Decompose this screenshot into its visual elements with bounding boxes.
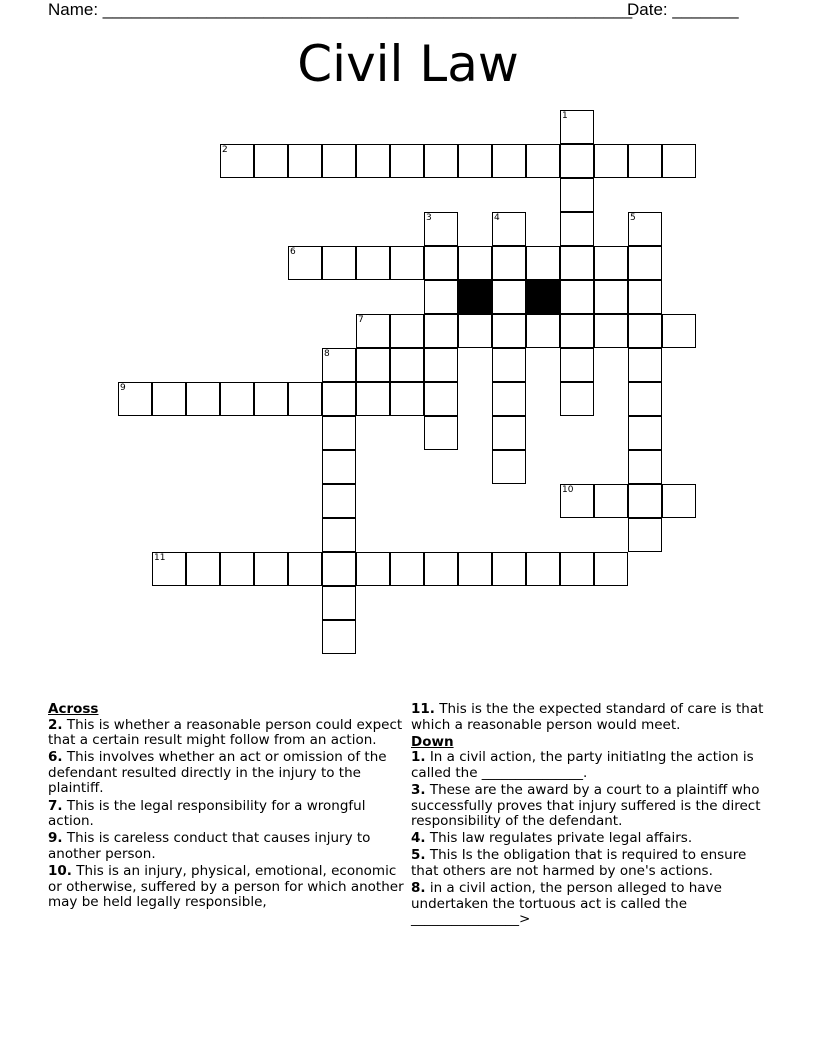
grid-cell[interactable] [390, 552, 424, 586]
grid-cell[interactable] [288, 246, 322, 280]
clue-item-text: This is careless conduct that causes injury to another person. [48, 830, 371, 862]
clue-item-number: 7. [48, 797, 63, 814]
grid-cell[interactable] [560, 212, 594, 246]
puzzle-title: Civil Law [297, 35, 519, 93]
clue-item-number: 6. [48, 749, 63, 766]
grid-cell[interactable] [322, 484, 356, 518]
grid-cell[interactable] [424, 144, 458, 178]
clue-item [48, 799, 404, 830]
grid-cell[interactable] [594, 314, 628, 348]
grid-cell[interactable] [390, 382, 424, 416]
black-cell [526, 280, 560, 314]
grid-cell[interactable] [390, 144, 424, 178]
grid-cell[interactable] [186, 552, 220, 586]
grid-cell[interactable] [526, 552, 560, 586]
grid-cell[interactable] [390, 348, 424, 382]
grid-cell[interactable] [152, 552, 186, 586]
clue-item-text: In a civil action, the party initiatlng the action is called the _______________. [411, 749, 754, 781]
grid-cell[interactable] [220, 552, 254, 586]
grid-cell[interactable] [186, 382, 220, 416]
grid-cell[interactable] [492, 450, 526, 484]
grid-cell[interactable] [492, 212, 526, 246]
name-field-label: Name: ________________________________________________________ [48, 0, 633, 19]
clue-number: 9 [120, 383, 126, 393]
grid-cell[interactable] [560, 246, 594, 280]
clue-heading-down: Down [411, 733, 454, 750]
grid-cell[interactable] [322, 246, 356, 280]
grid-cell[interactable] [220, 382, 254, 416]
clue-item [48, 718, 404, 749]
clue-item [48, 864, 404, 911]
clue-number: 2 [222, 145, 228, 155]
grid-cell[interactable] [424, 280, 458, 314]
grid-cell[interactable] [424, 348, 458, 382]
grid-cell[interactable] [492, 314, 526, 348]
grid-cell[interactable] [594, 280, 628, 314]
clue-item [411, 783, 776, 830]
clue-number: 7 [358, 315, 364, 325]
clue-number: 3 [426, 213, 432, 223]
grid-cell[interactable] [220, 144, 254, 178]
grid-cell[interactable] [628, 280, 662, 314]
grid-cell[interactable] [628, 518, 662, 552]
grid-cell[interactable] [662, 484, 696, 518]
grid-cell[interactable] [288, 552, 322, 586]
grid-cell[interactable] [560, 144, 594, 178]
clue-number: 4 [494, 213, 500, 223]
grid-cell[interactable] [628, 450, 662, 484]
grid-cell[interactable] [560, 280, 594, 314]
grid-cell[interactable] [628, 246, 662, 280]
grid-cell[interactable] [628, 314, 662, 348]
grid-cell[interactable] [628, 348, 662, 382]
clue-item-text: This involves whether an act or omission of the defendant resulted directly in the injury to the plaintiff. [48, 749, 387, 797]
grid-cell[interactable] [152, 382, 186, 416]
clue-item [411, 881, 776, 928]
grid-cell[interactable] [560, 314, 594, 348]
grid-cell[interactable] [458, 144, 492, 178]
grid-cell[interactable] [424, 212, 458, 246]
grid-cell[interactable] [356, 144, 390, 178]
grid-cell[interactable] [118, 382, 152, 416]
clue-item-text: These are the award by a court to a plaintiff who successfully proves that injury suffered is the direct responsibility of the defendant. [411, 781, 761, 830]
clue-item-number: 10. [48, 862, 72, 879]
grid-cell[interactable] [322, 518, 356, 552]
clue-item-number: 5. [411, 847, 426, 864]
clue-number: 11 [154, 553, 166, 563]
grid-cell[interactable] [594, 144, 628, 178]
grid-cell[interactable] [492, 416, 526, 450]
clue-number: 6 [290, 247, 296, 257]
grid-cell[interactable] [492, 382, 526, 416]
clue-number: 5 [630, 213, 636, 223]
grid-cell[interactable] [356, 314, 390, 348]
black-cell [458, 280, 492, 314]
grid-cell[interactable] [526, 314, 560, 348]
grid-cell[interactable] [628, 416, 662, 450]
clue-item-number: 11. [411, 701, 435, 717]
grid-cell[interactable] [628, 484, 662, 518]
grid-cell[interactable] [458, 246, 492, 280]
grid-cell[interactable] [424, 314, 458, 348]
grid-cell[interactable] [424, 382, 458, 416]
clue-item-number: 2. [48, 716, 63, 733]
grid-cell[interactable] [662, 144, 696, 178]
clue-item-text: This law regulates private legal affairs. [425, 830, 693, 847]
grid-cell[interactable] [322, 382, 356, 416]
grid-cell[interactable] [560, 484, 594, 518]
clue-item-text: This Is the obligation that is required to ensure that others are not harmed by one's actions. [411, 847, 747, 879]
grid-cell[interactable] [288, 382, 322, 416]
clue-column-left [48, 702, 404, 912]
grid-cell[interactable] [322, 416, 356, 450]
clue-item [411, 750, 776, 781]
grid-cell[interactable] [322, 348, 356, 382]
grid-cell[interactable] [492, 144, 526, 178]
grid-cell[interactable] [492, 246, 526, 280]
grid-cell[interactable] [288, 144, 322, 178]
clue-item-text: This is whether a reasonable person could expect that a certain result might follow from an action. [48, 716, 403, 749]
grid-cell[interactable] [254, 552, 288, 586]
clue-item-text: This is the the expected standard of care is that which a reasonable person would meet. [411, 701, 764, 733]
clue-column-right [411, 702, 776, 929]
clue-item-number: 3. [411, 781, 426, 798]
grid-cell[interactable] [424, 416, 458, 450]
grid-cell[interactable] [322, 620, 356, 654]
clue-item-number: 1. [411, 749, 426, 766]
grid-cell[interactable] [560, 348, 594, 382]
grid-cell[interactable] [390, 246, 424, 280]
grid-cell[interactable] [254, 144, 288, 178]
grid-cell[interactable] [594, 552, 628, 586]
grid-cell[interactable] [322, 586, 356, 620]
grid-cell[interactable] [560, 110, 594, 144]
grid-cell[interactable] [356, 382, 390, 416]
grid-cell[interactable] [390, 314, 424, 348]
grid-cell[interactable] [492, 552, 526, 586]
grid-cell[interactable] [492, 280, 526, 314]
grid-cell[interactable] [356, 348, 390, 382]
clue-item-text: This is an injury, physical, emotional, economic or otherwise, suffered by a person for which another may be held legally responsible, [48, 862, 404, 911]
grid-cell[interactable] [322, 450, 356, 484]
grid-cell[interactable] [594, 246, 628, 280]
grid-cell[interactable] [492, 348, 526, 382]
date-field-label: Date: _______ [627, 0, 739, 19]
clue-item [48, 750, 404, 797]
clue-number: 1 [562, 111, 568, 121]
grid-cell[interactable] [458, 314, 492, 348]
grid-cell[interactable] [560, 382, 594, 416]
clue-item-number: 8. [411, 880, 426, 897]
grid-cell[interactable] [356, 246, 390, 280]
grid-cell[interactable] [628, 144, 662, 178]
grid-cell[interactable] [424, 246, 458, 280]
grid-cell[interactable] [526, 246, 560, 280]
grid-cell[interactable] [628, 382, 662, 416]
clue-item-number: 9. [48, 830, 63, 847]
grid-cell[interactable] [560, 178, 594, 212]
grid-cell[interactable] [526, 144, 560, 178]
grid-cell[interactable] [356, 552, 390, 586]
grid-cell[interactable] [254, 382, 288, 416]
clue-item [411, 702, 776, 733]
grid-cell[interactable] [458, 552, 492, 586]
clue-item-number: 4. [411, 830, 426, 847]
grid-cell[interactable] [424, 552, 458, 586]
clue-number: 8 [324, 349, 330, 359]
clue-item [411, 848, 776, 879]
clue-item-text: in a civil action, the person alleged to have undertaken the tortuous act is called the ________________> [411, 880, 722, 928]
clue-item [48, 831, 404, 862]
clue-heading-across: Across [48, 701, 99, 717]
clue-number: 10 [562, 485, 574, 495]
grid-cell[interactable] [322, 144, 356, 178]
grid-cell[interactable] [662, 314, 696, 348]
grid-cell[interactable] [560, 552, 594, 586]
clue-item [411, 831, 776, 847]
grid-cell[interactable] [322, 552, 356, 586]
grid-cell[interactable] [628, 212, 662, 246]
clue-item-text: This is the legal responsibility for a wrongful action. [48, 797, 366, 830]
grid-cell[interactable] [594, 484, 628, 518]
